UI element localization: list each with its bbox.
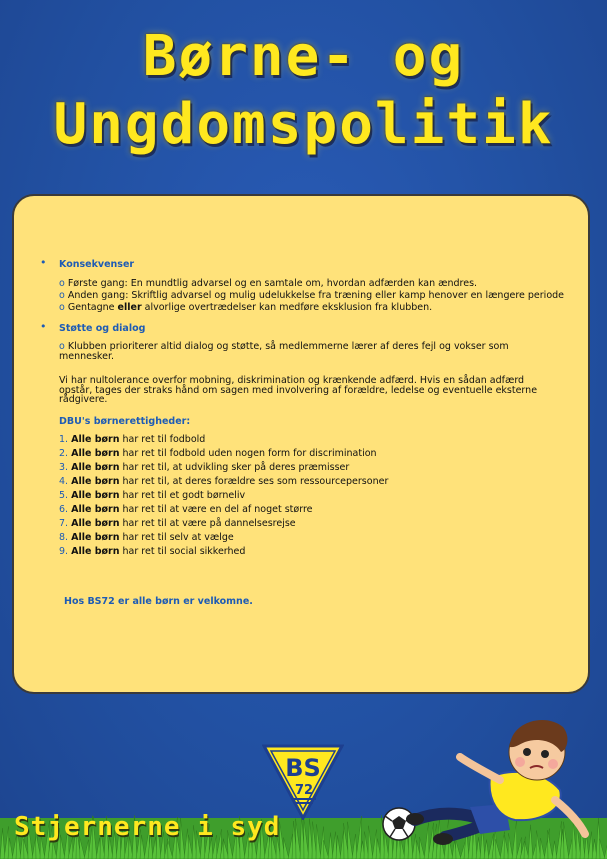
konsekvens-item: o Gentagne eller alvorlige overtrædelser kan medføre eksklusion fra klubben. xyxy=(59,302,433,313)
content-card xyxy=(12,194,590,694)
right-item: 5. Alle børn har ret til et godt børneliv xyxy=(59,490,246,501)
logo-number: 72 xyxy=(294,783,314,798)
heading-dialog: Støtte og dialog xyxy=(59,323,146,334)
right-item: 4. Alle børn har ret til, at deres forældre ses som ressourcepersoner xyxy=(59,476,389,487)
logo-letters: BS xyxy=(285,754,321,782)
slogan: Stjernerne i syd xyxy=(14,812,281,842)
title-line-1: Børne- og xyxy=(142,24,465,89)
right-item: 7. Alle børn har ret til at være på dannelsesrejse xyxy=(59,518,296,529)
welcome-note: Hos BS72 er alle børn er velkomne. xyxy=(64,596,253,607)
right-item: 6. Alle børn har ret til at være en del af noget større xyxy=(59,504,313,515)
dialog-text: o Klubben prioriterer altid dialog og støtte, så medlemmerne lærer af deres fejl og vokser som mennesker. xyxy=(59,341,509,362)
right-item: 2. Alle børn har ret til fodbold uden nogen form for discrimination xyxy=(59,448,377,459)
bullet-icon: • xyxy=(40,256,47,269)
right-item: 8. Alle børn har ret til selv at vælge xyxy=(59,532,234,543)
konsekvens-item: o Anden gang: Skriftlig advarsel og mulig udelukkelse fra træning eller kamp henover en længere periode xyxy=(59,290,565,301)
bullet-icon: • xyxy=(40,320,47,333)
heading-konsekvenser: Konsekvenser xyxy=(59,259,135,270)
football-player-illustration xyxy=(375,712,607,859)
heading-rettigheder: DBU's børnerettigheder: xyxy=(59,416,191,427)
bs72-logo xyxy=(262,744,344,820)
right-item: 1. Alle børn har ret til fodbold xyxy=(59,434,206,445)
nultolerance-text: Vi har nultolerance overfor mobning, diskrimination og krænkende adfærd. Hvis en sådan adfærd opstår, tages der straks hånd om sagen med involvering af forældre, ledelse og eventuelle eksterne rådgivere. xyxy=(59,375,538,405)
right-item: 3. Alle børn har ret til, at udvikling sker på deres præmisser xyxy=(59,462,350,473)
right-item: 9. Alle børn har ret til social sikkerhed xyxy=(59,546,246,557)
title-line-2: Ungdomspolitik xyxy=(53,92,554,157)
konsekvens-item: o Første gang: En mundtlig advarsel og en samtale om, hvordan adfærden kan ændres. xyxy=(59,278,478,289)
